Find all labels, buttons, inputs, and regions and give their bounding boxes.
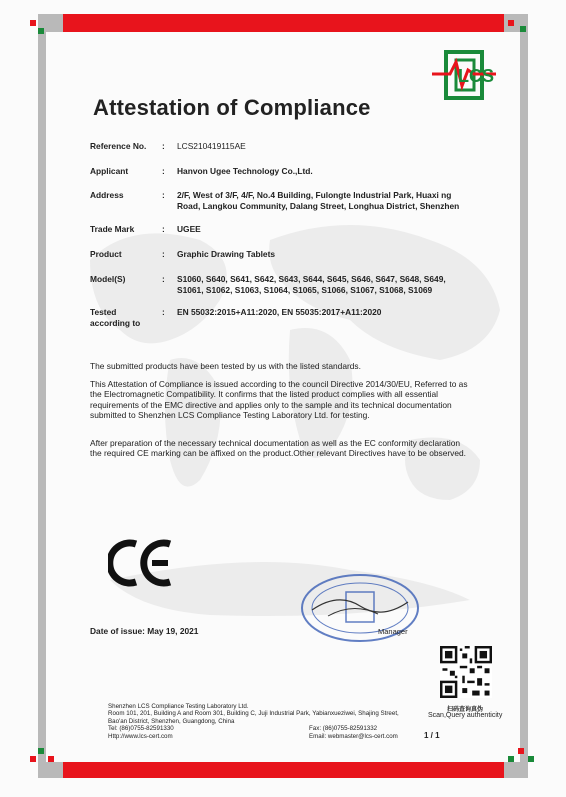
corner-square: [508, 756, 514, 762]
statement-paragraph: The submitted products have been tested by us with the listed standards.: [90, 361, 361, 371]
product-value: Graphic Drawing Tablets: [177, 249, 276, 259]
field-label: Reference No.: [90, 141, 147, 151]
document-title: Attestation of Compliance: [93, 95, 371, 120]
footer-line: Room 101, 201, Building A and Room 301, Building C, Juji Industrial Park, Yabianxueziwei, Shajing Street,: [108, 710, 399, 718]
top-red-band: [63, 14, 504, 32]
field-colon: :: [162, 274, 165, 284]
models-value: S1060, S640, S641, S642, S643, S644, S645, S646, S647, S648, S649, S1061, S1062, S1063, S1064, S1065, S1066, S1067, S1068, S1069: [177, 274, 446, 295]
corner-square: [38, 748, 44, 754]
field-label: Address: [90, 190, 124, 200]
field-colon: :: [162, 307, 165, 317]
footer-fax: Fax: (86)0755-82591332: [309, 725, 378, 733]
statement-paragraph: This Attestation of Compliance is issued according to the council Directive 2014/30/EU, Referred to as the Electromagnetic Compatibility. It confirms that the listed product complies with all essential requirements of the EMC directive and applies only to the sample and its technical documentation submitted to Shenzhen LCS Compliance Testing Laboratory Ltd. for testing.: [90, 379, 468, 421]
field-colon: :: [162, 224, 165, 234]
date-of-issue: Date of issue: May 19, 2021: [90, 626, 199, 636]
reference-number: LCS210419115AE: [177, 141, 246, 151]
address-value: 2/F, West of 3/F, 4/F, No.4 Building, Fulongte Industrial Park, Huaxi ng Road, Langkou Community, Dalang Street, Longhua District, Shenzhen: [177, 190, 460, 211]
scan-label-chinese: 扫码查询真伪: [447, 707, 484, 713]
logo-letters: LCS: [458, 66, 494, 86]
footer-line: Bao'an District, Shenzhen, Guangdong, China: [108, 717, 235, 725]
corner-square: [30, 20, 36, 26]
corner-square: [528, 756, 534, 762]
trade-mark-value: UGEE: [177, 224, 201, 234]
page-number: 1 / 1: [424, 731, 440, 740]
footer-web: Http://www.lcs-cert.com: [108, 732, 173, 740]
ce-mark: [108, 538, 174, 588]
corner-square: [38, 28, 44, 34]
field-colon: :: [162, 249, 165, 259]
field-label: Trade Mark: [90, 224, 135, 234]
corner-square: [48, 756, 54, 762]
field-colon: :: [162, 166, 165, 176]
manager-label: Manager: [378, 627, 408, 636]
footer-email: Email: webmaster@lcs-cert.com: [309, 732, 398, 740]
lcs-logo: [432, 44, 496, 106]
standards-value: EN 55032:2015+A11:2020, EN 55035:2017+A11:2020: [177, 307, 382, 317]
field-colon: :: [162, 190, 165, 200]
footer-tel: Tel: (86)0755-82591330: [108, 725, 174, 733]
qr-code: [440, 646, 492, 698]
field-colon: :: [162, 141, 165, 151]
field-label: Model(S): [90, 274, 126, 284]
corner-square: [508, 20, 514, 26]
corner-square: [30, 756, 36, 762]
field-label: Tested according to: [90, 307, 141, 328]
bottom-red-band: [63, 762, 504, 778]
scan-label-english: Scan,Query authenticity: [428, 712, 503, 719]
applicant-value: Hanvon Ugee Technology Co.,Ltd.: [177, 166, 313, 176]
corner-square: [520, 26, 526, 32]
field-label: Product: [90, 249, 122, 259]
corner-square: [518, 748, 524, 754]
field-label: Applicant: [90, 166, 129, 176]
statement-paragraph: After preparation of the necessary technical documentation as well as the EC conformity declaration the required CE marking can be affixed on the product.Other relevant Directives have to be observed.: [90, 438, 466, 459]
footer-line: Shenzhen LCS Compliance Testing Laboratory Ltd.: [108, 703, 249, 710]
lab-address-footer: [108, 703, 428, 740]
